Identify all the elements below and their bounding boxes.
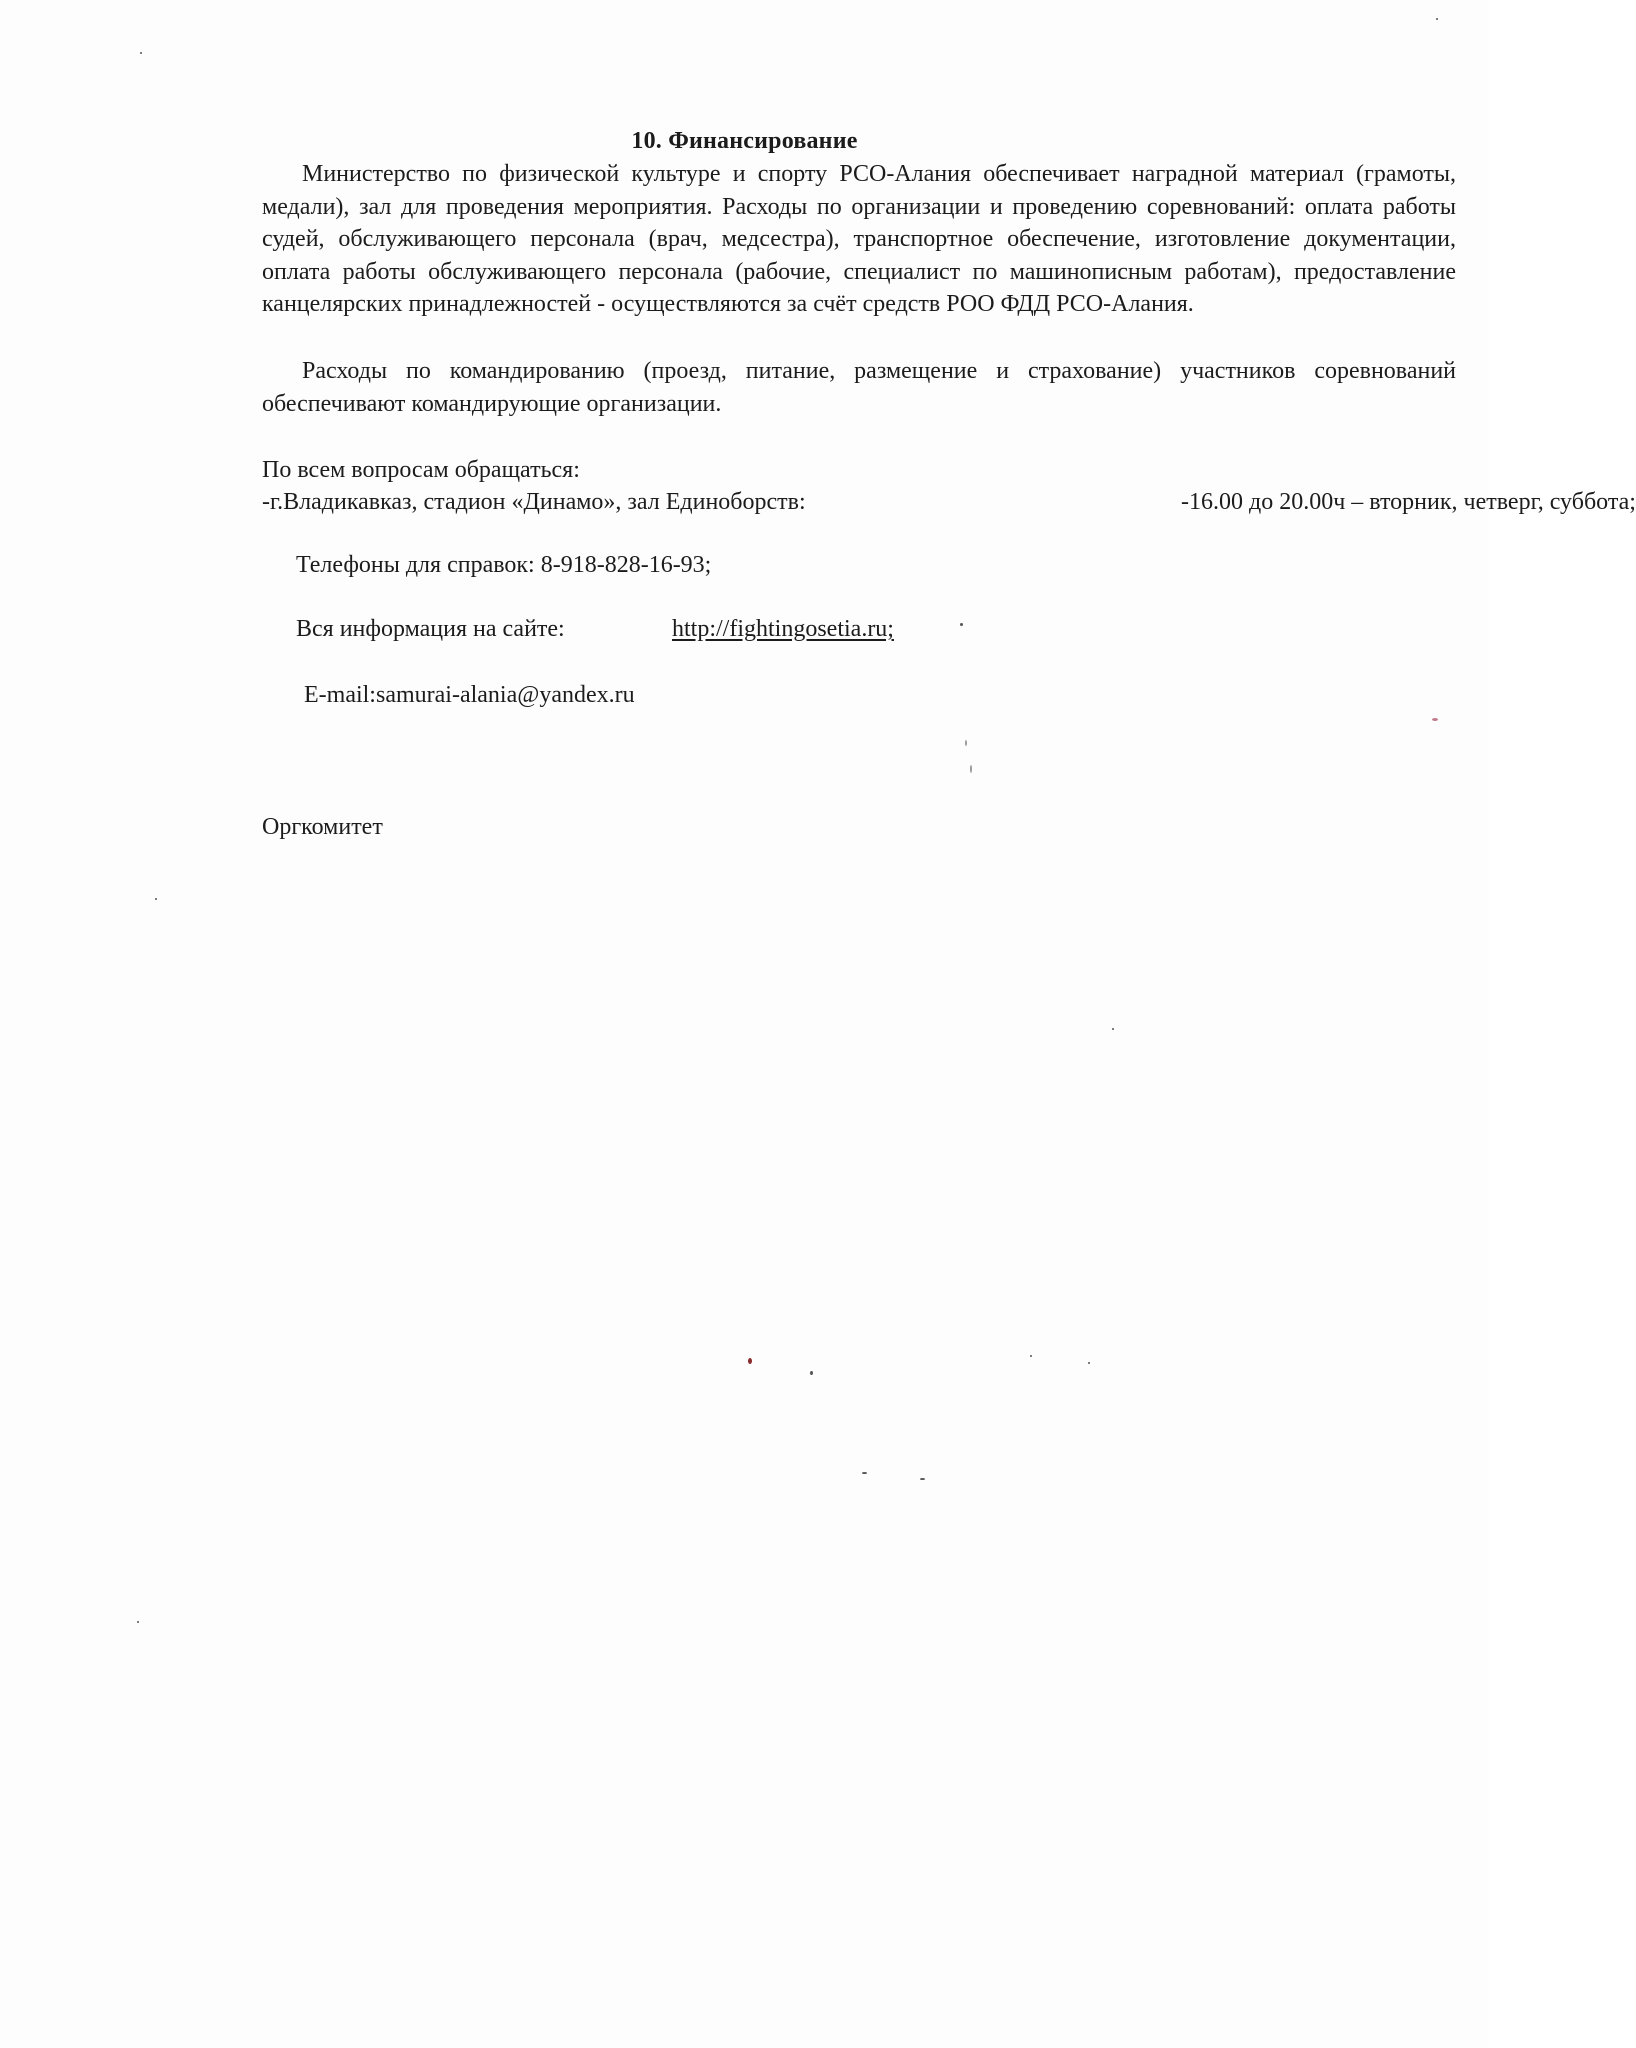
scan-speck xyxy=(155,898,157,900)
scan-speck xyxy=(748,1358,752,1364)
scan-speck xyxy=(965,740,967,746)
scan-speck xyxy=(810,1371,813,1375)
scan-speck xyxy=(862,1472,867,1474)
venue-address: -г.Владикавказ, стадион «Динамо», зал Единоборств: xyxy=(262,489,806,515)
travel-expenses-paragraph: Расходы по командированию (проезд, питание, размещение и страхование) участников соревнований обеспечивают командирующие организации. xyxy=(262,358,1456,417)
scan-speck xyxy=(1112,1028,1114,1030)
financing-paragraph: Министерство по физической культуре и спорту РСО-Алания обеспечивает наградной материал (грамоты, медали), зал для проведения мероприятия. Расходы по организации и проведению соревнований: оплата работы судей, обслуживающего персонала (врач, медсестра), транспортное обеспечение, изготовление документации, оплата работы обслуживающего персонала (рабочие, специалист по машинописным работам), предоставление канцелярских принадлежностей - осуществляются за счёт средств РОО ФДД РСО-Алания. xyxy=(262,161,1456,318)
scan-speck xyxy=(1432,718,1438,721)
site-link[interactable]: http://fightingosetia.ru; xyxy=(672,616,894,642)
scan-speck xyxy=(970,765,972,773)
contacts-intro: По всем вопросам обращаться: xyxy=(262,457,580,483)
section-heading: 10. Финансирование xyxy=(631,128,858,154)
venue-hours: -16.00 до 20.00ч – вторник, четверг, суббота; xyxy=(1181,489,1636,515)
scan-speck xyxy=(137,1621,139,1623)
scan-speck xyxy=(1088,1362,1090,1364)
site-label: Вся информация на сайте: xyxy=(296,616,565,642)
phone-line: Телефоны для справок: 8-918-828-16-93; xyxy=(296,552,712,578)
scan-speck xyxy=(1030,1355,1032,1357)
scan-speck xyxy=(140,52,142,54)
venue-line xyxy=(262,487,1636,517)
signature: Оргкомитет xyxy=(262,814,383,840)
scan-speck xyxy=(960,623,963,626)
scan-speck xyxy=(920,1478,925,1480)
email-line: E-mail:samurai-alania@yandex.ru xyxy=(304,682,635,708)
scan-speck xyxy=(1436,18,1438,20)
